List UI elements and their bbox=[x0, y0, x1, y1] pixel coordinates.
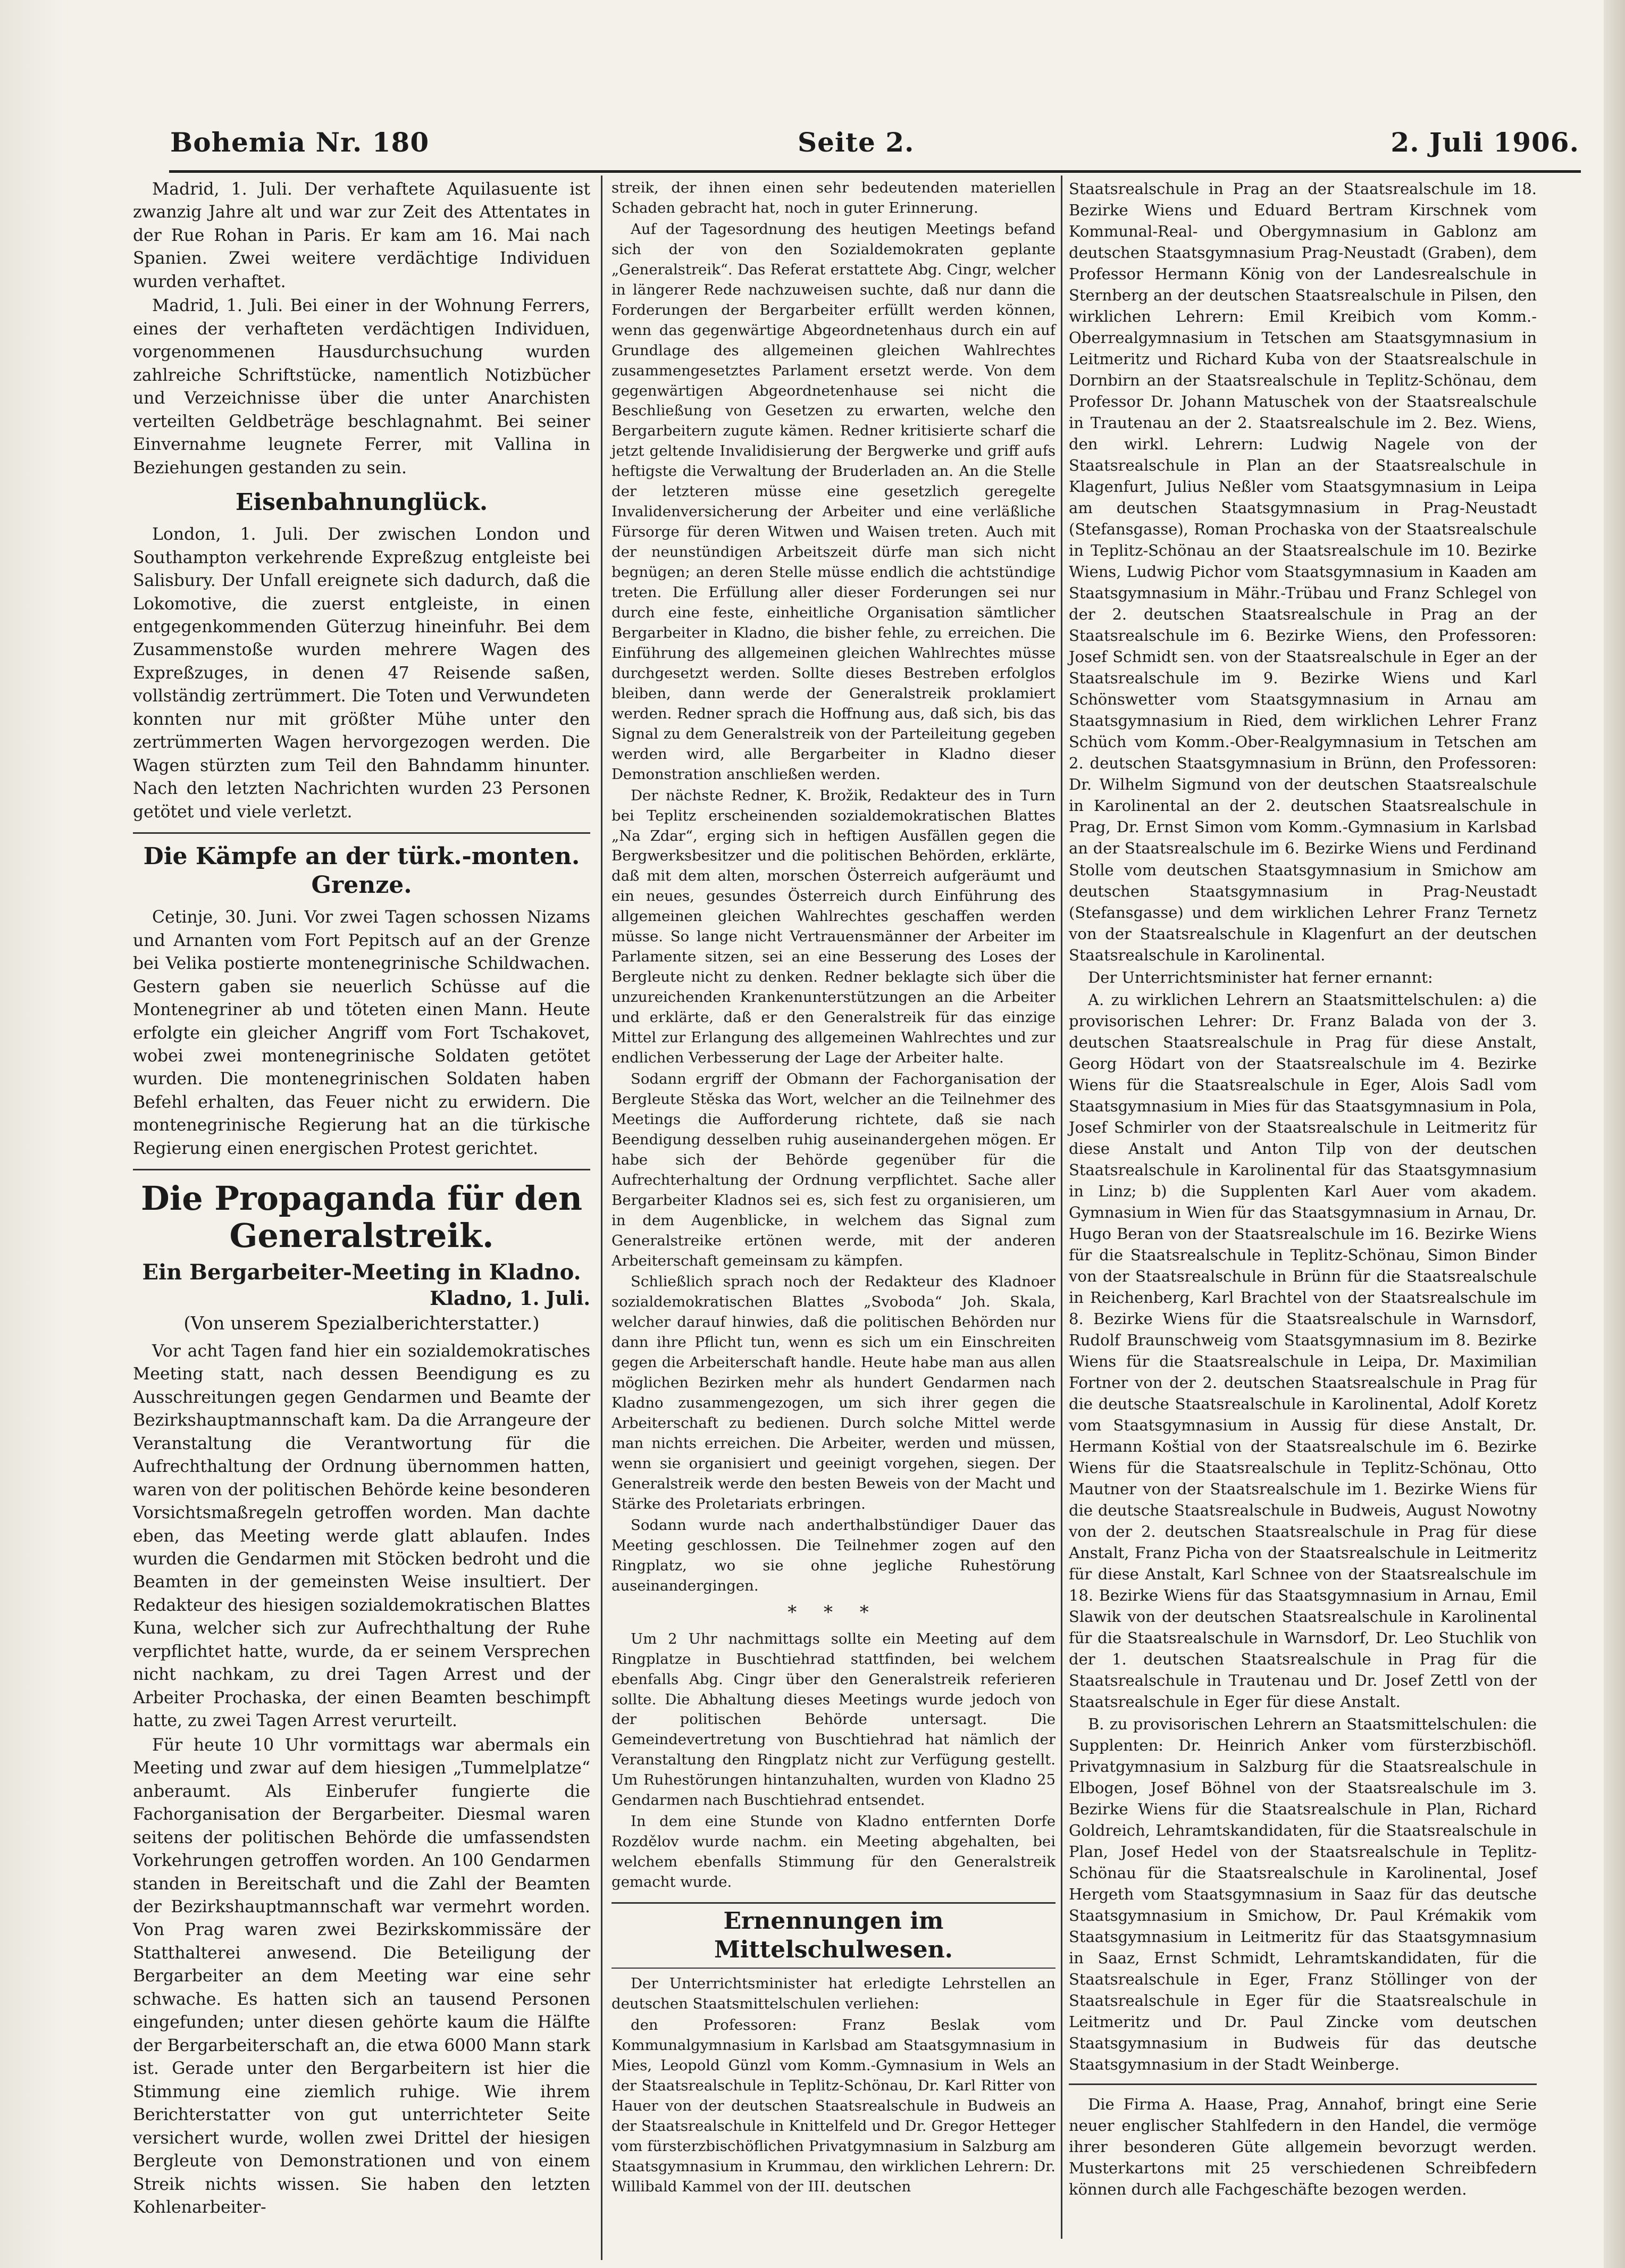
heading-kaempfe: Die Kämpfe an der türk.-monten. Grenze. bbox=[143, 843, 580, 899]
article-paragraph: A. zu wirklichen Lehrern an Staatsmittelschulen: a) die provisorischen Lehrer: Dr. Franz Balada von der 3. deutschen Staatsrealschule in Prag für diese Anstalt, Georg Hödart von der Staatsrealschule im 4. Bezirke Wiens für die Staatsrealschule in Eger, Alois Sadl vom Staatsgymnasium in Mies für das Staatsgymnasium in Pola, Josef Schmirler von der Staatsrealschule in Leitmeritz für diese Anstalt und Anton Tilp von der deutschen Staatsrealschule in Karolinental für das Staatsgymnasium in Linz; b) die Supplenten Karl Auer vom akadem. Gymnasium in Wien für das Staatsgymnasium in Arnau, Dr. Hugo Beran von der Staatsrealschule im 16. Bezirke Wiens für die Staatsrealschule in Teplitz-Schönau, Simon Binder von der Staatsrealschule in Brünn für die Staatsrealschule in Reichenberg, Karl Brachtel von der Staatsrealschule im 8. Bezirke Wiens für die Staatsrealschule in Warnsdorf, Rudolf Braunschweig vom Staatsgymnasium im 8. Bezirke Wiens für die Staatsrealschule in Leipa, Dr. Maximilian Fortner von der 2. deutschen Staatsrealschule in Prag für die deutsche Staatsrealschule in Karolinental, Adolf Koretz vom Staatsgymnasium in Aussig für diese Anstalt, Dr. Hermann Koštial von der Staatsrealschule im 6. Bezirke Wiens für die Staatsrealschule in Teplitz-Schönau, Otto Mautner von der Staatsrealschule im 1. Bezirke Wiens für die deutsche Staatsrealschule in Budweis, August Nowotny von der 2. deutschen Staatsrealschule in Prag für diese Anstalt, Franz Picha von der Staatsrealschule in Leitmeritz für diese Anstalt, Karl Schnee von der Staatsrealschule im 18. Bezirke Wiens für das Staatsgymnasium in Arnau, Emil Slawik von der deutschen Staatsrealschule in Karolinental für die Staatsrealschule in Warnsdorf, Dr. Leo Stuchlik von der 1. deutschen Staatsrealschule in Prag für die Staatsrealschule in Trautenau und Dr. Josef Zettl von der Staatsrealschule in Eger für diese Anstalt. bbox=[1069, 990, 1537, 1711]
heading-box bbox=[612, 1902, 1056, 1969]
page-edge-left bbox=[0, 0, 64, 2268]
article-paragraph: Vor acht Tagen fand hier ein sozialdemokratisches Meeting statt, nach dessen Beendigung es zu Ausschreitungen gegen Gendarmen und Beamte der Bezirkshauptmannschaft kam. Da die Arrangeure der Veranstaltung die Verantwortung für die Aufrechthaltung der Ordnung übernommen hatten, waren von der politischen Behörde keine besonderen Vorsichtsmaßregeln getroffen worden. Man dachte eben, das Meeting werde glatt ablaufen. Indes wurden die Gendarmen mit Stöcken bedroht und die Beamten in der gemeinsten Weise insultiert. Der Redakteur des hiesigen sozialdemokratischen Blattes Kuna, welcher sich zur Aufrechthaltung der Ruhe verpflichtet hatte, wurde, da er seinem Versprechen nicht nachkam, zu drei Tagen Arrest und der Arbeiter Prochaska, der einen Beamten beschimpft hatte, zu zwei Tagen Arrest verurteilt. bbox=[133, 1341, 590, 1731]
page-edge-right bbox=[1604, 0, 1625, 2268]
page-header bbox=[170, 127, 1579, 164]
article-paragraph: Staatsrealschule in Prag an der Staatsrealschule im 18. Bezirke Wiens und Eduard Bertram Kirschnek vom Kommunal-Real- und Obergymnasium in Gablonz am deutschen Staatsgymnasium Prag-Neustadt (Graben), dem Professor Hermann König von der Landesrealschule in Sternberg an der deutschen Staatsrealschule in Pilsen, den wirklichen Lehrern: Emil Kreibich vom Komm.-Oberrealgymnasium in Tetschen am Staatsgymnasium in Leitmeritz und Richard Kuba von der Staatsrealschule in Dornbirn an der Staatsrealschule in Teplitz-Schönau, dem Professor Dr. Johann Matuschek von der Staatsrealschule in Trautenau an der 2. Staatsrealschule im 2. Bez. Wiens, den wirkl. Lehrern: Ludwig Nagele von der Staatsrealschule in Plan an der Staatsrealschule in Klagenfurt, Julius Neßler vom Staatsgymnasium in Leipa am deutschen Staatsgymnasium in Prag-Neustadt (Stefansgasse), Roman Prochaska von der Staatsrealschule in Teplitz-Schönau an der Staatsrealschule im 10. Bezirke Wiens, Ludwig Pichor vom Staatsgymnasium in Kaaden am Staatsgymnasium in Mähr.-Trübau und Franz Schlegel von der 2. deutschen Staatsrealschule in Prag an der Staatsrealschule im 6. Bezirke Wiens, den Professoren: Josef Schmidt sen. von der Staatsrealschule in Eger an der Staatsrealschule im 9. Bezirke Wiens und Karl Schönswetter vom Staatsgymnasium in Arnau am Staatsgymnasium in Ried, dem wirklichen Lehrer Franz Schüch vom Komm.-Ober-Realgymnasium in Tetschen am 2. deutschen Staatsgymnasium in Brünn, den Professoren: Dr. Wilhelm Sigmund von der deutschen Staatsrealschule in Karolinental an der 2. deutschen Staatsrealschule in Prag, Dr. Ernst Simon vom Komm.-Gymnasium in Karlsbad an der Staatsrealschule im 6. Bezirke Wiens und Ferdinand Stolle vom deutschen Staatsgymnasium in Smichow am deutschen Staatsgymnasium in Prag-Neustadt (Stefansgasse) und dem wirklichen Lehrer Franz Ternetz von der Staatsrealschule in Klagenfurt an der deutschen Staatsrealschule in Karolinental. bbox=[1069, 180, 1537, 964]
issue-date: 2. Juli 1906. bbox=[1391, 127, 1579, 158]
article-paragraph: den Professoren: Franz Beslak vom Kommunalgymnasium in Karlsbad am Staatsgymnasium in Mies, Leopold Günzl vom Komm.-Gymnasium in Wels an der Staatsrealschule in Teplitz-Schönau, Dr. Karl Ritter von Hauer von der deutschen Staatsrealschule in Budweis an der Staatsrealschule in Knittelfeld und Dr. Gregor Hetteger vom fürsterzbischöflichen Privatgymnasium in Salzburg am Staatsgymnasium in Krummau, den wirklichen Lehrern: Dr. Willibald Kammel von der III. deutschen bbox=[612, 2016, 1056, 2195]
article-paragraph: Um 2 Uhr nachmittags sollte ein Meeting auf dem Ringplatze in Buschtiehrad stattfinden, bei welchem ebenfalls Abg. Cingr über den Generalstreik referieren sollte. Die Abhaltung dieses Meetings wurde jedoch von der politischen Behörde untersagt. Die Gemeindevertretung von Buschtiehrad hat nämlich der Veranstaltung den Ringplatz nicht zur Verfügung gestellt. Um Ruhestörungen hintanzuhalten, wurden von Kladno 25 Gendarmen nach Buschtiehrad entsendet. bbox=[612, 1630, 1056, 1809]
column-rule-1 bbox=[601, 175, 602, 2260]
section-divider bbox=[133, 832, 590, 834]
subheading-meeting: Ein Bergarbeiter-Meeting in Kladno. bbox=[142, 1260, 581, 1285]
masthead-issue: Bohemia Nr. 180 bbox=[170, 127, 430, 158]
article-paragraph: Schließlich sprach noch der Redakteur des Kladnoer sozialdemokratischen Blattes „Svoboda“ Joh. Skala, welcher darauf hinwies, daß die politischen Behörden nur dann ihre Pflicht tun, wenn es sich um ein Einschreiten gegen die Arbeiterschaft handle. Heute habe man aus allen möglichen Bezirken mehr als hundert Gendarmen nach Kladno zusammengezogen, um sich ihrer gegen die Arbeiterschaft zu bedienen. Durch solche Mittel werde man nichts erreichen. Die Arbeiter, werden und müssen, wenn sie organisiert und geeinigt vorgehen, siegen. Der Generalstreik werde den besten Beweis von der Macht und Stärke des Proletariats erbringen. bbox=[612, 1273, 1056, 1512]
heading-ernennungen: Ernennungen im Mittelschulwesen. bbox=[714, 1907, 953, 1964]
article-paragraph: Sodann wurde nach anderthalbstündiger Dauer das Meeting geschlossen. Die Teilnehmer zogen auf den Ringplatz, wo sie ohne jegliche Ruhestörung auseinandergingen. bbox=[612, 1516, 1056, 1594]
header-rule bbox=[169, 170, 1581, 173]
article-madrid-1: Madrid, 1. Juli. Der verhaftete Aquilasuente ist zwanzig Jahre alt und war zur Zeit des Attentates in der Rue Rohan in Paris. Er kam am 16. Mai nach Spanien. Zwei weitere verdächtige Individuen wurden verhaftet. bbox=[133, 180, 590, 291]
advertisement-haase: Die Firma A. Haase, Prag, Annahof, bringt eine Serie neuer englischer Stahlfedern in den Handel, die vermöge ihrer besonderen Güte allgemein bevorzugt werden. Musterkartons mit 25 verschiedenen Schreibfedern können durch alle Fachgeschäfte bezogen werden. bbox=[1069, 2095, 1537, 2199]
article-paragraph: Sodann ergriff der Obmann der Fachorganisation der Bergleute Stěska das Wort, welcher an die Teilnehmer des Meetings die Aufforderung richtete, daß sie nach Beendigung desselben ruhig auseinandergehen mögen. Er habe sich der Behörde gegenüber für die Aufrechterhaltung der Ordnung verpflichtet. Sache aller Bergarbeiter Kladnos sei es, sich fest zu organisieren, um in dem Augenblicke, in welchem das Signal zum Generalstreike ertönen werde, mit der anderen Arbeiterschaft gemeinsam zu kämpfen. bbox=[612, 1070, 1056, 1269]
correspondent-note: (Von unserem Spezialberichterstatter.) bbox=[183, 1313, 540, 1335]
article-london: London, 1. Juli. Der zwischen London und Southampton verkehrende Expreßzug entgleiste bei Salisbury. Der Unfall ereignete sich dadurch, daß die Lokomotive, die zuerst entgleiste, in einen entgegenkommenden Güterzug hineinfuhr. Bei dem Zusammenstoße wurden mehrere Wagen des Expreßzuges, in denen 47 Reisende saßen, vollständig zertrümmert. Die Toten und Verwundeten konnten nur mit größter Mühe unter den zertrümmerten Wagen hervorgezogen werden. Die Wagen stürzten zum Teil den Bahndamm hinunter. Nach den letzten Nachrichten wurden 23 Personen getötet und viele verletzt. bbox=[133, 525, 590, 822]
article-paragraph: Der Unterrichtsminister hat ferner ernannt: bbox=[1088, 968, 1433, 986]
section-separator-stars: * * * bbox=[788, 1601, 879, 1623]
section-divider bbox=[133, 1169, 590, 1170]
article-paragraph: Der Unterrichtsminister hat erledigte Lehrstellen an deutschen Staatsmittelschulen verliehen: bbox=[612, 1975, 1056, 2013]
article-madrid-2: Madrid, 1. Juli. Bei einer in der Wohnung Ferrers, eines der verhafteten verdächtigen Individuen, vorgenommenen Hausdurchsuchung wurden zahlreiche Schriftstücke, namentlich Notizbücher und Verzeichnisse über die unter Anarchisten verteilten Geldbeträge beschlagnahmt. Bei seiner Einvernahme leugnete Ferrer, mit Vallina in Beziehungen gestanden zu sein. bbox=[133, 296, 590, 478]
dateline-kladno: Kladno, 1. Juli. bbox=[430, 1287, 590, 1310]
column-rule-2 bbox=[1061, 175, 1062, 2239]
article-cetinje: Cetinje, 30. Juni. Vor zwei Tagen schossen Nizams und Arnanten vom Fort Pepitsch auf an der Grenze bei Velika postierte montenegrinische Schildwachen. Gestern gaben sie neuerlich Schüsse auf die Montenegriner ab und töteten einen Mann. Heute erfolgte ein gleicher Angriff vom Fort Tschakovet, wobei zwei montenegrinische Soldaten getötet wurden. Die montenegrinischen Soldaten haben Befehl erhalten, das Feuer nicht zu erwidern. Die montenegrinische Regierung hat an die türkische Regierung einen energischen Protest gerichtet. bbox=[133, 908, 590, 1158]
article-paragraph: streik, der ihnen einen sehr bedeutenden materiellen Schaden gebracht hat, noch in guter Erinnerung. bbox=[612, 179, 1056, 216]
article-paragraph: Auf der Tagesordnung des heutigen Meetings befand sich der von den Sozialdemokraten geplante „Generalstreik“. Das Referat erstattete Abg. Cingr, welcher in längerer Rede nachzuweisen suchte, daß nur dann die Forderungen der Bergarbeiter erfüllt werden können, wenn das gegenwärtige Abgeordnetenhaus durch ein auf Grundlage des allgemeinen gleichen Wahlrechtes zusammengesetztes Parlament ersetzt werde. Von dem gegenwärtigen Abgeordnetenhause sei nicht die Beschließung von Gesetzen zu erwarten, welche den Bergarbeitern zugute kämen. Redner kritisierte scharf die jetzt geltende Invalidisierung der Bergwerke und griff aufs heftigste die Verwaltung der Bruderladen an. An die Stelle der letzteren müsse eine gesetzlich geregelte Invalidenversicherung der Arbeiter und eine verläßliche Fürsorge für deren Witwen und Waisen treten. Auch mit der neunstündigen Arbeitszeit dürfe man sich nicht begnügen; an deren Stelle müsse endlich die achtstündige treten. Die Erfüllung aller dieser Forderungen sei nur durch eine feste, einheitliche Organisation sämtlicher Bergarbeiter in Kladno, die bisher fehle, zu erreichen. Die Einführung des allgemeinen gleichen Wahlrechtes müsse durchgesetzt werden. Sollte dieses Bestreben erfolglos bleiben, dann werde der Generalstreik proklamiert werden. Redner sprach die Hoffnung aus, daß sich, bis das Signal zu dem Generalstreik von der Parteileitung gegeben werden wird, alle Bergarbeiter in Kladno dieser Demonstration anschließen werden. bbox=[612, 220, 1056, 783]
page-number: Seite 2. bbox=[798, 127, 915, 158]
column-1 bbox=[133, 178, 590, 2263]
article-paragraph: B. zu provisorischen Lehrern an Staatsmittelschulen: die Supplenten: Dr. Heinrich Anker vom fürsterzbischöfl. Privatgymnasium in Salzburg für die Staatsrealschule in Elbogen, Josef Böhnel von der Staatsrealschule im 3. Bezirke Wiens für die Staatsrealschule in Plan, Richard Goldreich, Lehramtskandidaten, für die Staatsrealschule in Plan, Josef Hedel von der Staatsrealschule in Teplitz-Schönau für die Staatsrealschule in Karolinental, Josef Hergeth vom Staatsgymnasium in Saaz für das deutsche Staatsgymnasium in Smichow, Dr. Paul Krémakik vom Staatsgymnasium in Leitmeritz für das Staatsgymnasium in Saaz, Ernst Schmidt, Lehramtskandidaten, für die Staatsrealschule in Eger, Franz Stöllinger von der Staatsrealschule in Eger für die Staatsrealschule in Leitmeritz und Dr. Paul Zincke vom deutschen Staatsgymnasium in Budweis für das deutsche Staatsgymnasium in der Stadt Weinberge. bbox=[1069, 1715, 1537, 2074]
article-paragraph: Der nächste Redner, K. Brožik, Redakteur des in Turn bei Teplitz erscheinenden sozialdemokratischen Blattes „Na Zdar“, erging sich in heftigen Ausfällen gegen die Bergwerksbesitzer und die politischen Behörden, erklärte, daß mit dem alten, morschen Österreich aufgeräumt und ein neues, gesundes Österreich durch Einführung des allgemeinen gleichen Wahlrechtes geschaffen werden müsse. So lange nicht Vertrauensmänner der Arbeiter im Parlamente sitzen, sei an eine Besserung des Loses der Bergleute nicht zu denken. Redner beklagte sich über die unzureichenden Krankenunterstützungen an die Arbeiter und erklärte, daß er den Generalstreik für das einzige Mittel zur Erlangung des allgemeinen Wahlrechtes und zur endlichen Verbesserung der Lage der Arbeiter halte. bbox=[612, 786, 1056, 1066]
column-3 bbox=[1069, 178, 1537, 2263]
heading-propaganda: Die Propaganda für den Generalstreik. bbox=[140, 1179, 583, 1256]
article-paragraph: Für heute 10 Uhr vormittags war abermals ein Meeting und zwar auf dem hiesigen „Tummelplatze“ anberaumt. Als Einberufer fungierte die Fachorganisation der Bergarbeiter. Diesmal waren seitens der politischen Behörde die umfassendsten Vorkehrungen getroffen worden. An 100 Gendarmen standen in Bereitschaft und die Zahl der Beamten der Bezirkshauptmannschaft war vermehrt worden. Von Prag waren zwei Bezirkskommissäre der Statthalterei anwesend. Die Beteiligung der Bergarbeiter an dem Meeting war eine sehr schwache. Es hatten sich an tausend Personen eingefunden; unter diesen gehörte kaum die Hälfte der Bergarbeiterschaft an, die etwa 6000 Mann stark ist. Gerade unter den Bergarbeitern ist hier die Stimmung eine ziemlich ruhige. Wie ihrem Berichterstatter von gut unterrichteter Seite versichert wurde, wollen zwei Drittel der hiesigen Bergleute von Demonstrationen und von einem Streik nichts wissen. Sie haben den letzten Kohlenarbeiter- bbox=[133, 1735, 590, 2217]
column-2 bbox=[612, 178, 1056, 2241]
section-divider bbox=[1069, 2083, 1537, 2085]
article-paragraph: In dem eine Stunde von Kladno entfernten Dorfe Rozdělov wurde nachm. ein Meeting abgehalten, bei welchem ebenfalls Stimmung für den Generalstreik gemacht wurde. bbox=[612, 1813, 1056, 1891]
heading-eisenbahnunglueck: Eisenbahnunglück. bbox=[235, 489, 488, 516]
